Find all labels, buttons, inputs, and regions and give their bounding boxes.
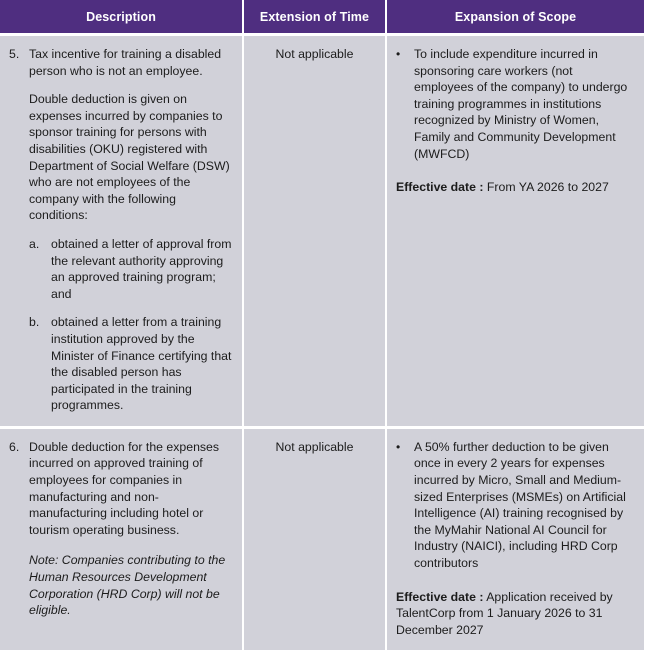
sub-item-text: obtained a letter of approval from the relevant authority approving an approved training program; and	[51, 236, 233, 302]
item-number-marker: 6.	[9, 439, 29, 456]
extension-of-time-value: Not applicable	[253, 46, 376, 63]
item-title-text: Double deduction for the expenses incurred on approved training of employees for companies in manufacturing and non-manufacturing including hotel or tourism operating business.	[29, 439, 233, 539]
bullet-text: A 50% further deduction to be given once in every 2 years for expenses incurred by Micro, Small and Medium-sized Enterprises (MSMEs) on Artificial Intelligence (AI) training recognised by the MyMahir National AI Council for Industry (NAICI), including HRD Corp contributors	[414, 439, 635, 572]
column-header-extension-of-time: Extension of Time	[243, 0, 386, 35]
sub-item-marker: b.	[29, 314, 51, 331]
item-paragraph-text: Double deduction is given on expenses incurred by companies to sponsor training for persons with disabilities (OKU) registered with Department of Social Welfare (DSW) who are not employees of the company with the following conditions:	[29, 91, 233, 224]
table-body	[0, 35, 644, 650]
item-title-text: Tax incentive for training a disabled person who is not an employee.	[29, 46, 233, 79]
column-header-expansion-of-scope: Expansion of Scope	[386, 0, 644, 35]
table-header-row	[0, 0, 644, 35]
note-block	[29, 552, 233, 618]
table-row	[0, 35, 644, 428]
table-header	[0, 0, 644, 35]
cell-extension-of-time-row-5	[243, 35, 386, 428]
sub-item-text: obtained a letter from a training institution approved by the Minister of Finance certifying that the disabled person has participated in the training programmes.	[51, 314, 233, 414]
effective-date-label: Effective date :	[396, 180, 483, 194]
bullet-text: To include expenditure incurred in sponsoring care workers (not employees of the company) to undergo training programmes in institutions recognized by Ministry of Women, Family and Community Development (MWFCD)	[414, 46, 635, 162]
cell-description-row-6	[0, 427, 243, 650]
table-row	[0, 427, 644, 650]
cell-expansion-of-scope-row-6	[386, 427, 644, 650]
cell-expansion-of-scope-row-5	[386, 35, 644, 428]
effective-date-line	[396, 589, 635, 639]
effective-date-label: Effective date :	[396, 590, 483, 604]
item-body	[29, 46, 233, 414]
list-item	[29, 314, 233, 414]
numbered-item-5	[9, 46, 233, 414]
bullet-icon: •	[396, 46, 414, 63]
bullet-icon: •	[396, 439, 414, 456]
effective-date-value: From YA 2026 to 2027	[487, 180, 609, 194]
lettered-sublist	[29, 236, 233, 414]
effective-date-line	[396, 179, 635, 196]
list-item	[29, 236, 233, 302]
column-header-description: Description	[0, 0, 243, 35]
cell-extension-of-time-row-6	[243, 427, 386, 650]
list-item	[396, 46, 635, 162]
effective-date-value: Application received by TalentCorp from 1 January 2026 to 31 December 2027	[396, 590, 613, 637]
sub-item-marker: a.	[29, 236, 51, 253]
item-number-marker: 5.	[9, 46, 29, 63]
extension-of-time-value: Not applicable	[253, 439, 376, 456]
cell-description-row-5	[0, 35, 243, 428]
note-text: Note: Companies contributing to the Human Resources Development Corporation (HRD Corp) will not be eligible.	[29, 552, 233, 618]
list-item	[396, 439, 635, 572]
